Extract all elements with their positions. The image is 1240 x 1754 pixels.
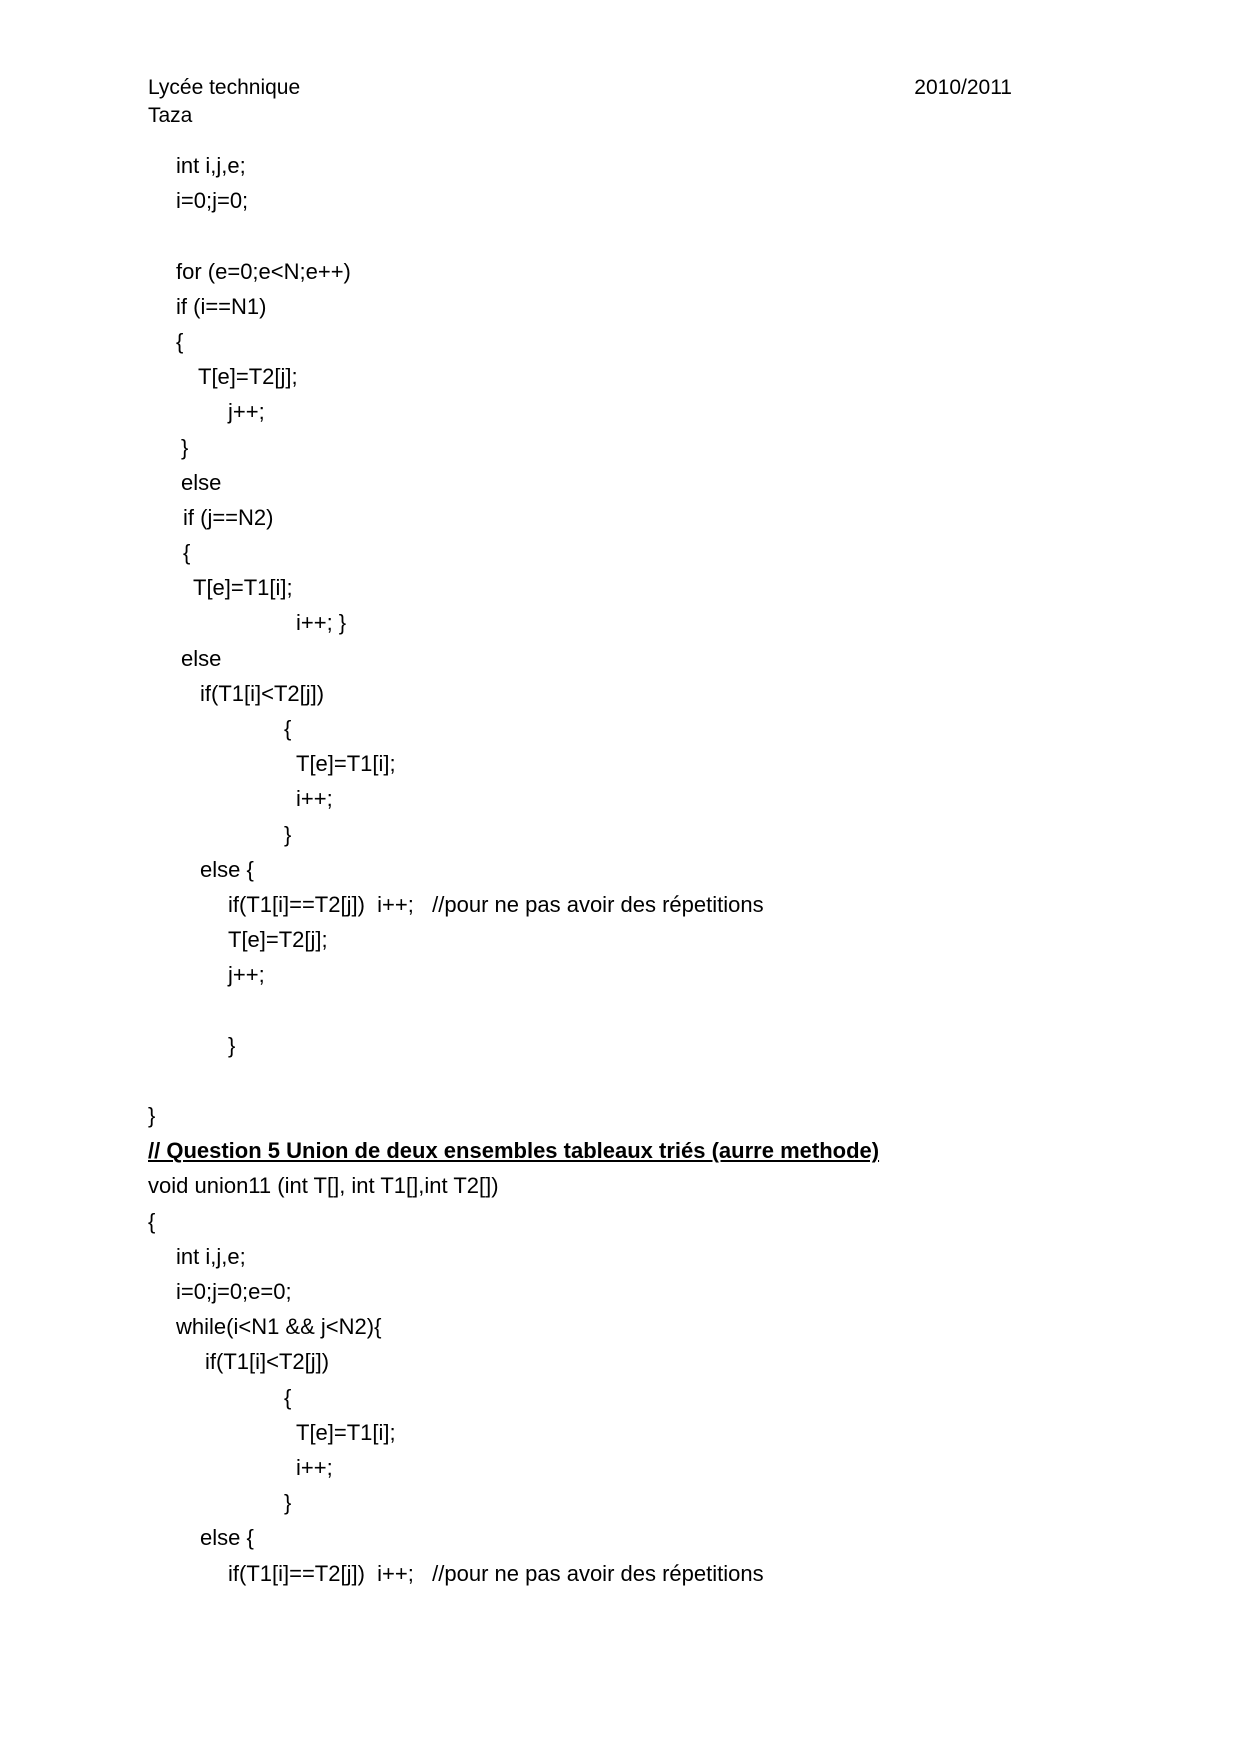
code-line: { [284,716,292,741]
code-line: if (j==N2) [183,504,274,530]
code-line: i++; [296,1454,333,1480]
code-line: while(i<N1 && j<N2){ [176,1314,382,1340]
header-school: Lycée technique [148,76,301,99]
code-line: j++; [228,399,265,425]
code-line [148,1063,879,1098]
code-line: } [148,1103,156,1129]
header-year: 2010/2011 [914,76,1012,99]
code-line: else [181,469,222,495]
code-line: } [181,434,189,460]
code-line: { [176,328,184,354]
code-line: T[e]=T1[i]; [193,575,293,601]
code-line: if (i==N1) [176,293,267,319]
code-line: T[e]=T1[i]; [296,751,396,777]
code-line: { [183,540,191,566]
code-line: if(T1[i]==T2[j]) i++; //pour ne pas avoir des répetitions [228,891,764,917]
code-line: i=0;j=0;e=0; [176,1279,292,1304]
code-line: T[e]=T2[j]; [198,364,298,390]
code-line: i=0;j=0; [176,188,249,214]
code-line: for (e=0;e<N;e++) [176,258,351,284]
code-line [148,218,879,253]
code-line: else [181,645,222,671]
code-line: } [228,1032,236,1058]
code-line: if(T1[i]==T2[j]) i++; //pour ne pas avoir des répetitions [228,1560,764,1586]
code-line: T[e]=T1[i]; [296,1419,396,1445]
code-line [148,993,879,1028]
section-heading: // Question 5 Union de deux ensembles tableaux triés (aurre methode) [148,1138,880,1164]
code-line: i++; } [296,610,347,636]
code-line: } [284,1490,292,1516]
code-line: { [284,1384,292,1410]
code-line: int i,j,e; [176,1243,246,1269]
code-line: { [148,1208,156,1234]
code-line: void union11 (int T[], int T1[],int T2[]) [148,1173,499,1199]
code-line: if(T1[i]<T2[j]) [205,1349,330,1375]
code-listing [148,148,879,1591]
code-line: else { [200,1525,254,1551]
code-line: j++; [228,962,265,988]
code-line: int i,j,e; [176,153,246,178]
header-city: Taza [148,104,193,127]
code-line: T[e]=T2[j]; [228,927,328,953]
code-line: if(T1[i]<T2[j]) [200,680,325,706]
code-line: else { [200,856,254,882]
code-line: i++; [296,786,333,812]
code-line: } [284,821,292,847]
